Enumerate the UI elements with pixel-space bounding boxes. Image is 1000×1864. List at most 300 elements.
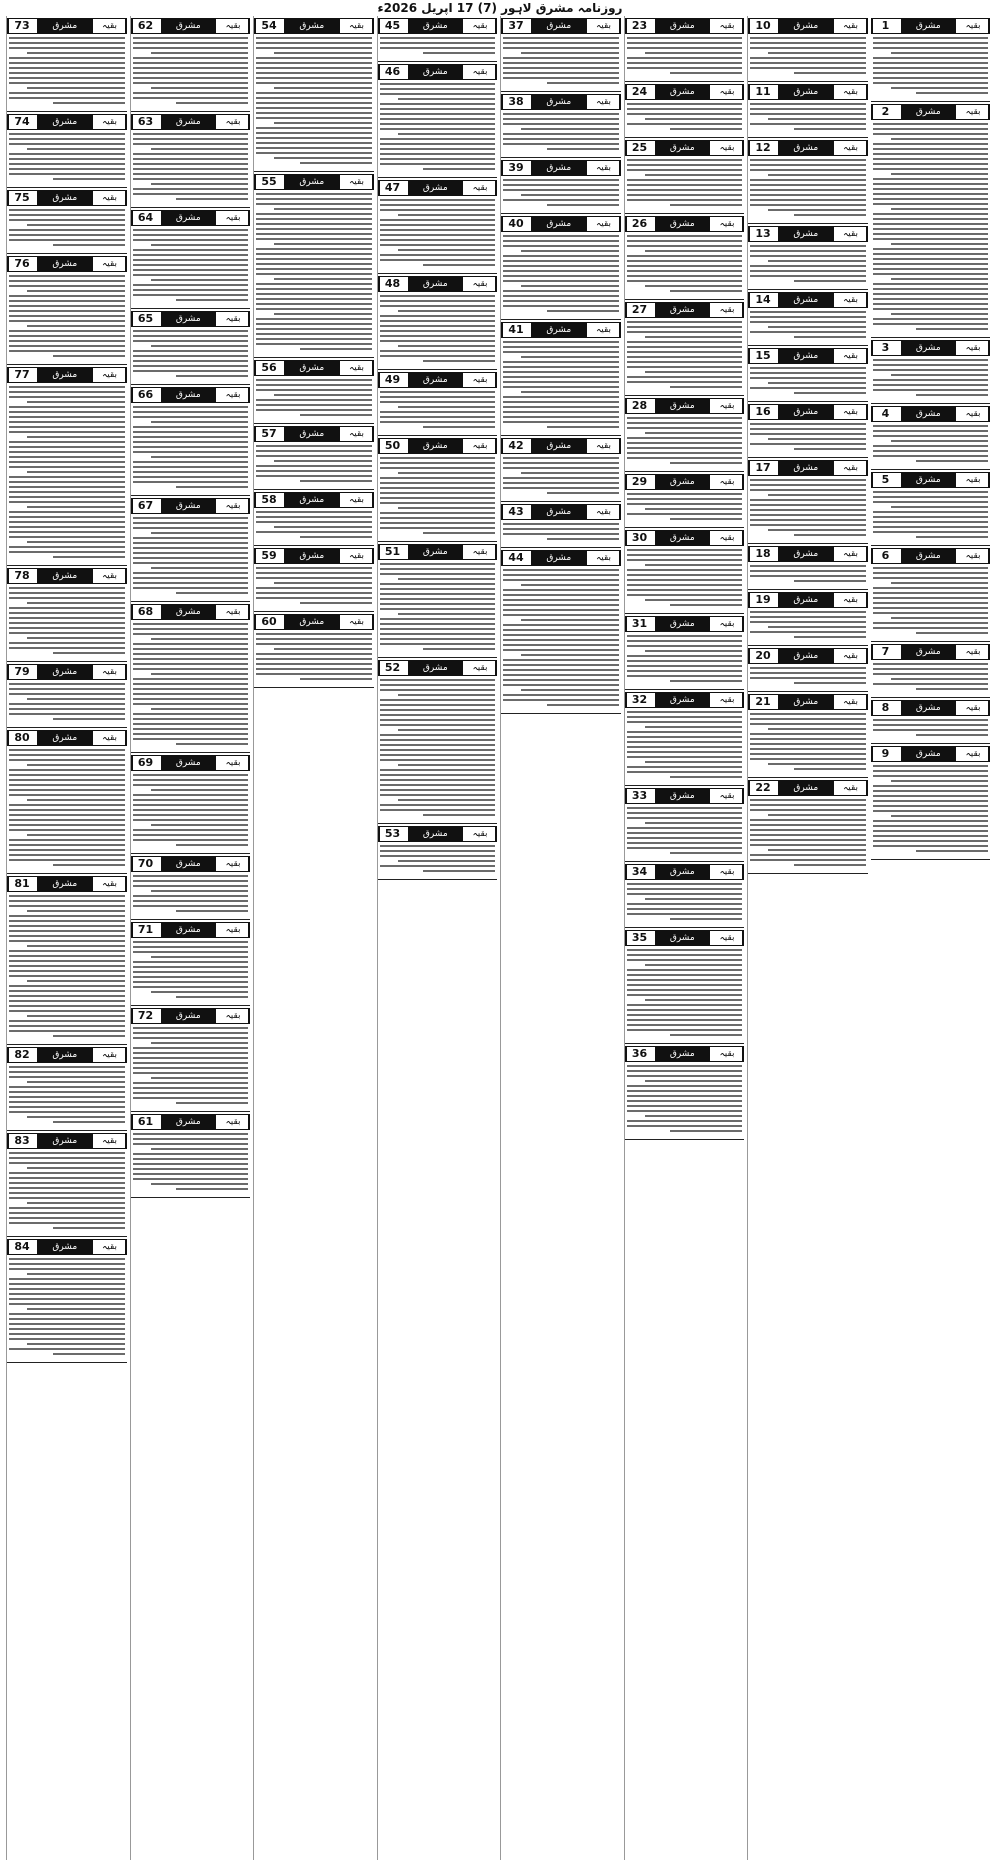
text-line (873, 790, 989, 792)
text-line (9, 703, 125, 705)
text-line (133, 1057, 249, 1059)
text-line (133, 92, 249, 94)
text-line (645, 726, 742, 728)
text-line (627, 817, 743, 819)
text-line (503, 644, 619, 646)
text-line (873, 223, 989, 225)
text-line (256, 112, 372, 114)
newspaper-logo: مشرق (408, 65, 464, 79)
text-line (670, 290, 742, 292)
text-line (627, 645, 743, 647)
text-line (768, 849, 865, 851)
text-line (873, 128, 989, 130)
text-line (133, 239, 249, 241)
text-line (256, 409, 372, 411)
text-line (256, 42, 372, 44)
continuation-tag (7, 876, 127, 892)
text-line (133, 173, 249, 175)
text-line (380, 497, 496, 499)
text-lines (131, 1027, 251, 1104)
text-line (627, 270, 743, 272)
continuation-number: 1 (872, 19, 899, 33)
text-line (627, 979, 743, 981)
text-line (133, 62, 249, 64)
text-line (873, 455, 989, 457)
text-line (750, 194, 866, 196)
text-line (256, 338, 372, 340)
text-line (256, 193, 372, 195)
text-line (9, 466, 125, 468)
text-line (873, 663, 989, 665)
text-line (750, 57, 866, 59)
continuation-word: بقیہ (958, 19, 989, 33)
continuation-number: 39 (502, 161, 529, 175)
text-line (256, 293, 372, 295)
continuation-tag (7, 1239, 127, 1255)
remainder-page (6, 16, 994, 1860)
text-line (256, 238, 372, 240)
continuation-block (7, 114, 127, 188)
text-line (521, 52, 618, 54)
text-line (380, 335, 496, 337)
text-line (891, 617, 988, 619)
newspaper-title: روزنامہ مشرق لاہور (7) 17 اپریل 2026ء (377, 1, 623, 15)
text-line (891, 278, 988, 280)
text-line (151, 567, 248, 569)
text-line (151, 708, 248, 710)
continuation-word: بقیہ (712, 217, 743, 231)
text-line (133, 683, 249, 685)
text-line (750, 667, 866, 669)
text-line (627, 1070, 743, 1072)
text-line (9, 975, 125, 977)
continuation-block (625, 474, 745, 528)
continuation-block (625, 216, 745, 300)
continuation-word: بقیہ (218, 605, 249, 619)
text-line (9, 173, 125, 175)
continuation-number: 73 (8, 19, 35, 33)
text-line (750, 819, 866, 821)
text-line (133, 158, 249, 160)
text-line (133, 436, 249, 438)
text-line (380, 608, 496, 610)
text-line (9, 1293, 125, 1295)
text-line (151, 421, 248, 423)
text-lines (625, 711, 745, 778)
news-column (624, 16, 745, 1860)
text-lines (871, 567, 991, 634)
continuation-word: بقیہ (95, 115, 126, 129)
text-line (9, 386, 125, 388)
text-line (873, 501, 989, 503)
continuation-number: 13 (749, 227, 776, 241)
text-line (380, 638, 496, 640)
text-line (133, 365, 249, 367)
text-line (256, 77, 372, 79)
text-line (380, 527, 496, 529)
text-line (627, 837, 743, 839)
continuation-block (131, 755, 251, 854)
text-line (503, 240, 619, 242)
text-line (9, 1182, 125, 1184)
text-line (133, 572, 249, 574)
text-line (9, 496, 125, 498)
text-line (750, 321, 866, 323)
continuation-word: بقیہ (836, 405, 867, 419)
text-line (873, 835, 989, 837)
continuation-tag (625, 216, 745, 232)
text-line (873, 668, 989, 670)
text-line (151, 1183, 248, 1185)
continuation-tag (871, 644, 991, 660)
continuation-block (625, 616, 745, 690)
text-line (380, 502, 496, 504)
continuation-tag (378, 276, 498, 292)
text-line (9, 1152, 125, 1154)
text-line (645, 52, 742, 54)
text-line (873, 288, 989, 290)
text-lines (871, 359, 991, 396)
text-line (9, 794, 125, 796)
text-line (627, 589, 743, 591)
continuation-tag (131, 210, 251, 226)
newspaper-logo: مشرق (408, 181, 464, 195)
text-line (380, 123, 496, 125)
text-line (873, 248, 989, 250)
continuation-word: بقیہ (218, 1009, 249, 1023)
continuation-block (625, 140, 745, 214)
text-line (9, 1020, 125, 1022)
text-line (627, 113, 743, 115)
text-line (503, 664, 619, 666)
continuation-word: بقیہ (589, 551, 620, 565)
text-line (274, 582, 371, 584)
text-line (627, 452, 743, 454)
text-line (380, 128, 496, 130)
text-line (750, 844, 866, 846)
text-line (9, 1328, 125, 1330)
continuation-block (625, 302, 745, 396)
text-line (503, 669, 619, 671)
text-lines (378, 37, 498, 54)
text-lines (131, 133, 251, 200)
text-line (9, 153, 125, 155)
text-line (627, 584, 743, 586)
continuation-word: بقیہ (95, 191, 126, 205)
text-line (256, 597, 372, 599)
continuation-block (378, 544, 498, 658)
text-line (873, 567, 989, 569)
text-line (133, 330, 249, 332)
text-line (750, 621, 866, 623)
continuation-block (131, 114, 251, 208)
text-line (133, 966, 249, 968)
text-line (398, 133, 495, 135)
text-line (750, 316, 866, 318)
text-line (873, 273, 989, 275)
text-line (503, 528, 619, 530)
text-line (627, 969, 743, 971)
text-line (750, 189, 866, 191)
text-line (503, 684, 619, 686)
text-line (873, 602, 989, 604)
text-line (503, 487, 619, 489)
text-line (27, 541, 124, 543)
text-line (133, 82, 249, 84)
continuation-word: بقیہ (465, 19, 496, 33)
text-line (423, 648, 495, 650)
continuation-number: 45 (379, 19, 406, 33)
text-line (274, 157, 371, 159)
continuation-number: 17 (749, 461, 776, 475)
text-line (9, 491, 125, 493)
text-line (256, 223, 372, 225)
text-lines (748, 479, 868, 536)
text-line (380, 855, 496, 857)
text-line (300, 536, 372, 538)
text-line (750, 484, 866, 486)
text-line (750, 631, 866, 633)
text-line (873, 283, 989, 285)
continuation-tag (501, 438, 621, 454)
continuation-word: بقیہ (836, 293, 867, 307)
text-line (133, 517, 249, 519)
text-lines (748, 311, 868, 338)
text-lines (748, 713, 868, 770)
continuation-tag (748, 348, 868, 364)
text-line (9, 607, 125, 609)
text-line (670, 1130, 742, 1132)
text-line (133, 168, 249, 170)
text-line (27, 698, 124, 700)
continuation-word: بقیہ (95, 1048, 126, 1062)
text-line (627, 640, 743, 642)
continuation-word: بقیہ (342, 427, 373, 441)
text-line (380, 618, 496, 620)
text-line (9, 642, 125, 644)
continuation-number: 80 (8, 731, 35, 745)
text-line (503, 699, 619, 701)
text-lines (625, 417, 745, 464)
text-lines (378, 391, 498, 428)
text-line (503, 401, 619, 403)
text-line (133, 542, 249, 544)
text-line (9, 1005, 125, 1007)
text-line (9, 1066, 125, 1068)
continuation-number: 25 (626, 141, 653, 155)
text-line (133, 416, 249, 418)
newspaper-logo: مشرق (778, 227, 834, 241)
continuation-word: بقیہ (218, 19, 249, 33)
continuation-tag (131, 498, 251, 514)
text-line (133, 693, 249, 695)
continuation-word: بقیہ (958, 407, 989, 421)
text-line (627, 67, 743, 69)
text-line (380, 163, 496, 165)
text-line (503, 589, 619, 591)
text-line (9, 592, 125, 594)
continuation-number: 20 (749, 649, 776, 663)
continuation-number: 81 (8, 877, 35, 891)
text-line (256, 389, 372, 391)
text-line (503, 47, 619, 49)
text-line (380, 593, 496, 595)
text-line (133, 774, 249, 776)
text-line (380, 467, 496, 469)
continuation-number: 33 (626, 789, 653, 803)
text-line (873, 188, 989, 190)
text-line (9, 1177, 125, 1179)
text-line (398, 764, 495, 766)
text-line (873, 800, 989, 802)
text-line (133, 476, 249, 478)
text-line (9, 411, 125, 413)
continuation-word: بقیہ (712, 789, 743, 803)
newspaper-logo: مشرق (901, 645, 957, 659)
text-line (670, 918, 742, 920)
text-line (256, 117, 372, 119)
continuation-block (7, 664, 127, 728)
text-line (794, 128, 866, 130)
text-line (27, 224, 124, 226)
text-line (503, 265, 619, 267)
text-line (9, 1222, 125, 1224)
text-line (380, 865, 496, 867)
text-line (627, 447, 743, 449)
text-line (627, 549, 743, 551)
continuation-number: 9 (872, 747, 899, 761)
text-line (9, 1091, 125, 1093)
text-line (873, 607, 989, 609)
text-line (627, 356, 743, 358)
continuation-number: 83 (8, 1134, 35, 1148)
text-line (873, 369, 989, 371)
text-line (27, 1308, 124, 1310)
text-line (256, 253, 372, 255)
continuation-block (748, 140, 868, 224)
text-lines (7, 1152, 127, 1229)
text-line (645, 599, 742, 601)
text-line (503, 609, 619, 611)
text-line (380, 477, 496, 479)
newspaper-logo: مشرق (161, 388, 217, 402)
text-line (9, 551, 125, 553)
continuation-number: 65 (132, 312, 159, 326)
text-line (873, 531, 989, 533)
text-line (133, 1032, 249, 1034)
continuation-block (131, 210, 251, 309)
text-line (891, 678, 988, 680)
text-line (133, 335, 249, 337)
text-line (9, 647, 125, 649)
continuation-block (501, 504, 621, 548)
text-line (750, 67, 866, 69)
text-line (873, 683, 989, 685)
text-line (9, 406, 125, 408)
continuation-number: 59 (255, 549, 282, 563)
text-line (380, 845, 496, 847)
text-line (9, 759, 125, 761)
continuation-block (625, 788, 745, 862)
text-line (27, 148, 124, 150)
text-line (9, 597, 125, 599)
text-line (503, 649, 619, 651)
continuation-tag (131, 922, 251, 938)
text-line (133, 552, 249, 554)
continuation-tag (7, 18, 127, 34)
text-line (133, 961, 249, 963)
text-line (627, 949, 743, 951)
text-line (380, 138, 496, 140)
continuation-block (748, 546, 868, 590)
text-line (768, 728, 865, 730)
continuation-number: 67 (132, 499, 159, 513)
text-line (133, 229, 249, 231)
text-line (627, 194, 743, 196)
text-line (256, 248, 372, 250)
continuation-block (7, 367, 127, 566)
text-line (750, 799, 866, 801)
text-line (627, 255, 743, 257)
text-line (873, 233, 989, 235)
text-line (891, 173, 988, 175)
text-line (503, 376, 619, 378)
continuation-word: بقیہ (589, 323, 620, 337)
text-line (627, 741, 743, 743)
continuation-number: 40 (502, 217, 529, 231)
text-line (873, 379, 989, 381)
text-line (9, 990, 125, 992)
continuation-number: 51 (379, 545, 406, 559)
text-line (645, 761, 742, 763)
continuation-word: بقیہ (218, 1115, 249, 1129)
continuation-block (625, 530, 745, 614)
text-line (873, 384, 989, 386)
continuation-number: 36 (626, 1047, 653, 1061)
text-line (873, 213, 989, 215)
text-line (750, 275, 866, 277)
text-line (256, 57, 372, 59)
text-line (380, 355, 496, 357)
text-line (627, 984, 743, 986)
text-line (627, 711, 743, 713)
newspaper-logo: مشرق (655, 19, 711, 33)
text-line (133, 153, 249, 155)
text-line (133, 829, 249, 831)
text-line (503, 133, 619, 135)
text-line (503, 260, 619, 262)
text-lines (748, 423, 868, 450)
text-line (9, 622, 125, 624)
text-line (9, 451, 125, 453)
text-line (9, 1030, 125, 1032)
text-line (9, 446, 125, 448)
continuation-block (871, 644, 991, 698)
text-line (627, 321, 743, 323)
text-line (256, 333, 372, 335)
text-line (503, 679, 619, 681)
text-lines (625, 37, 745, 74)
text-line (380, 209, 496, 211)
text-lines (501, 523, 621, 540)
continuation-tag (501, 160, 621, 176)
text-line (9, 960, 125, 962)
text-line (27, 910, 124, 912)
newspaper-logo: مشرق (655, 865, 711, 879)
newspaper-logo: مشرق (531, 439, 587, 453)
text-line (503, 694, 619, 696)
newspaper-logo: مشرق (531, 505, 587, 519)
